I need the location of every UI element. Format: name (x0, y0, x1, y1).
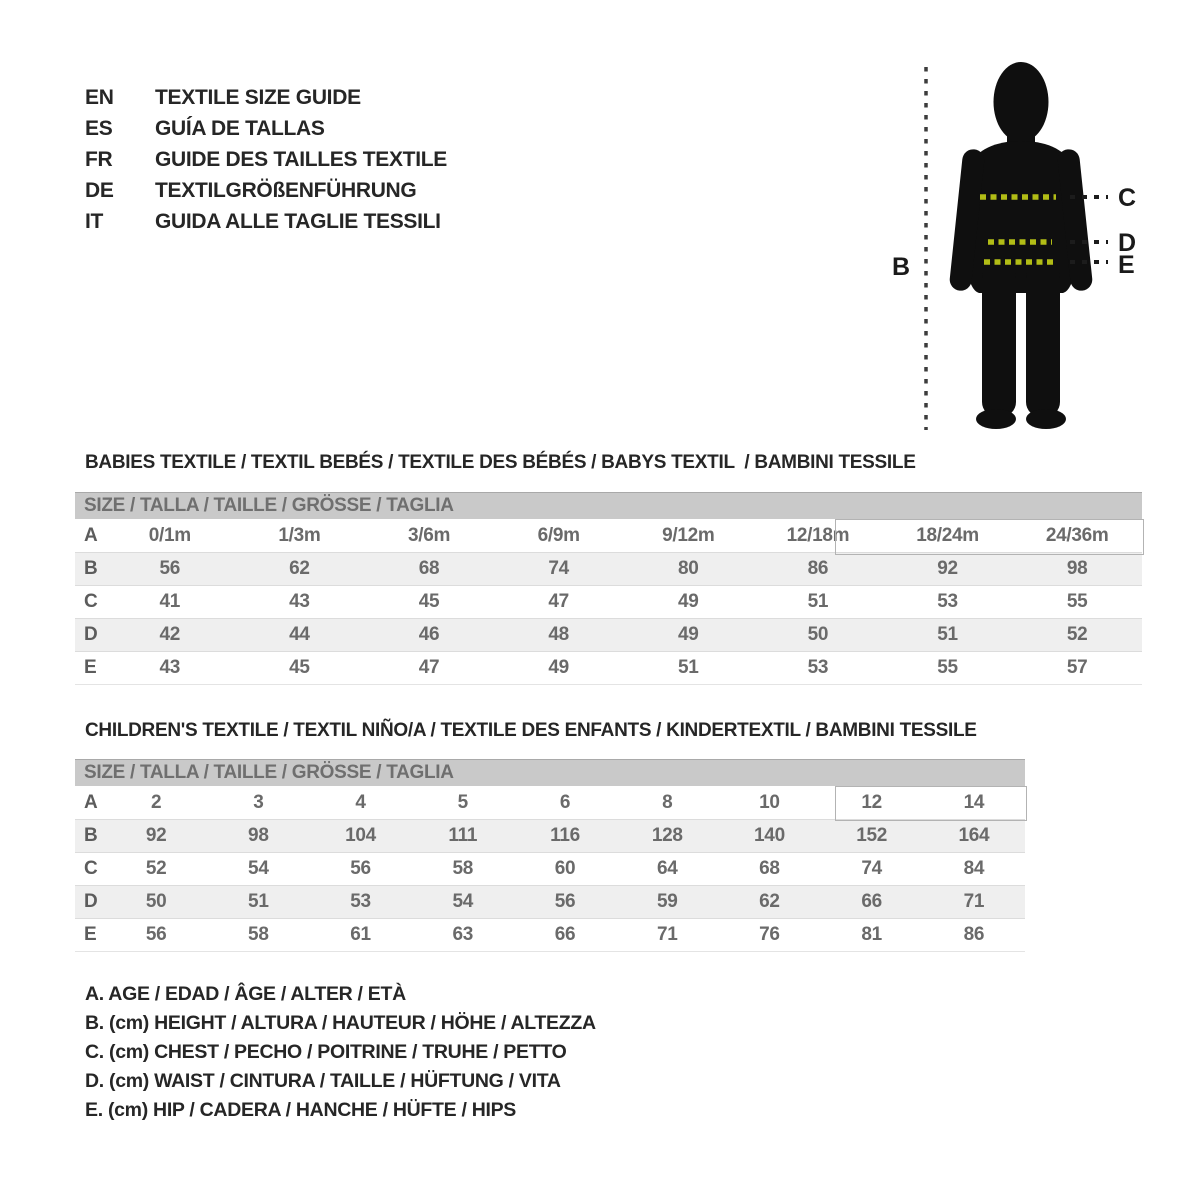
language-code: FR (85, 148, 113, 171)
table-cell: 41 (159, 591, 181, 612)
table-cell: 74 (548, 558, 569, 579)
table-cell: 6/9m (537, 525, 580, 546)
table-cell: 53 (350, 891, 371, 912)
table-cell: 45 (418, 591, 440, 612)
children-size-table (75, 759, 1025, 952)
table-cell: 81 (861, 924, 882, 945)
legend-item: A. AGE / EDAD / ÂGE / ALTER / ETÀ (85, 983, 406, 1005)
table-cell: 58 (248, 924, 269, 945)
table-cell: 43 (289, 591, 310, 612)
table-cell: 116 (550, 825, 580, 846)
table-cell: 42 (159, 624, 181, 645)
table-cell: 61 (350, 924, 371, 945)
row-label: C (84, 591, 98, 612)
table-cell: 54 (248, 858, 269, 879)
table-cell: 64 (656, 858, 678, 879)
language-code: ES (85, 117, 113, 140)
row-label: C (84, 858, 98, 879)
table-cell: 49 (548, 657, 569, 678)
language-code: DE (85, 179, 114, 202)
waist-label: D (1118, 229, 1137, 257)
table-row (75, 820, 1025, 853)
table-cell: 56 (145, 924, 167, 945)
table-cell: 98 (1066, 558, 1088, 579)
table-row (75, 886, 1025, 919)
table-cell: 60 (554, 858, 576, 879)
table-cell: 53 (807, 657, 829, 678)
table-cell: 111 (448, 825, 478, 846)
chest-label: C (1118, 184, 1137, 212)
table-cell: 128 (651, 825, 683, 846)
table-cell: 62 (759, 891, 780, 912)
language-title: GUÍA DE TALLAS (155, 117, 325, 140)
table-cell: 68 (759, 858, 780, 879)
table-cell: 14 (963, 792, 985, 813)
table-cell: 3 (253, 792, 264, 813)
row-label: B (84, 558, 98, 579)
row-label: A (84, 792, 98, 813)
table-cell: 62 (289, 558, 310, 579)
table-cell: 47 (418, 657, 440, 678)
children-table-header: SIZE / TALLA / TAILLE / GRÖSSE / TAGLIA (75, 759, 1025, 786)
legend-item: E. (cm) HIP / CADERA / HANCHE / HÜFTE / HIPS (85, 1099, 517, 1121)
table-cell: 8 (662, 792, 673, 813)
table-cell: 56 (554, 891, 576, 912)
table-cell: 44 (289, 624, 310, 645)
language-code: EN (85, 86, 114, 109)
table-cell: 12 (861, 792, 882, 813)
babies-table-header: SIZE / TALLA / TAILLE / GRÖSSE / TAGLIA (75, 492, 1142, 519)
height-label: B (892, 253, 911, 281)
table-cell: 53 (937, 591, 958, 612)
table-cell: 2 (150, 792, 162, 813)
table-row (75, 619, 1142, 652)
table-cell: 76 (759, 924, 780, 945)
table-cell: 84 (963, 858, 985, 879)
table-cell: 48 (548, 624, 569, 645)
table-cell: 86 (807, 558, 829, 579)
language-row (85, 206, 447, 237)
table-cell: 4 (355, 792, 366, 813)
table-row (75, 787, 1025, 820)
table-cell: 55 (937, 657, 958, 678)
table-cell: 152 (856, 825, 888, 846)
table-cell: 51 (678, 657, 699, 678)
table-row (75, 553, 1142, 586)
table-cell: 51 (937, 624, 958, 645)
babies-section-title: BABIES TEXTILE / TEXTIL BEBÉS / TEXTILE DES BÉBÉS / BABYS TEXTIL / BAMBINI TESSILE (85, 452, 916, 473)
language-title: GUIDE DES TAILLES TEXTILE (155, 148, 447, 171)
table-cell: 66 (861, 891, 882, 912)
children-table-rows (75, 787, 1025, 952)
table-row (75, 919, 1025, 952)
table-cell: 10 (759, 792, 780, 813)
language-title: GUIDA ALLE TAGLIE TESSILI (155, 210, 441, 233)
table-cell: 46 (418, 624, 440, 645)
table-cell: 98 (248, 825, 269, 846)
table-cell: 45 (289, 657, 310, 678)
hip-label: E (1118, 251, 1135, 279)
table-cell: 43 (159, 657, 181, 678)
table-cell: 57 (1066, 657, 1088, 678)
legend-item: D. (cm) WAIST / CINTURA / TAILLE / HÜFTUNG / VITA (85, 1070, 561, 1092)
table-cell: 164 (958, 825, 990, 846)
babies-size-table (75, 492, 1142, 685)
table-cell: 71 (963, 891, 985, 912)
legend-item: C. (cm) CHEST / PECHO / POITRINE / TRUHE / PETTO (85, 1041, 567, 1063)
measurement-legend (85, 980, 596, 1125)
table-cell: 18/24m (916, 525, 979, 546)
language-row (85, 144, 447, 175)
table-cell: 6 (559, 792, 571, 813)
table-cell: 80 (678, 558, 699, 579)
table-cell: 50 (807, 624, 829, 645)
table-cell: 12/18m (786, 525, 850, 546)
row-label: E (84, 924, 97, 945)
table-cell: 92 (937, 558, 958, 579)
table-cell: 49 (678, 624, 699, 645)
table-cell: 56 (350, 858, 371, 879)
table-cell: 1/3m (278, 525, 321, 546)
table-cell: 51 (248, 891, 269, 912)
children-section-title: CHILDREN'S TEXTILE / TEXTIL NIÑO/A / TEXTILE DES ENFANTS / KINDERTEXTIL / BAMBINI TESSILE (85, 720, 977, 741)
language-title: TEXTILGRÖßENFÜHRUNG (155, 179, 417, 202)
table-row (75, 520, 1142, 553)
table-cell: 52 (1066, 624, 1088, 645)
row-label: A (84, 525, 98, 546)
table-cell: 51 (807, 591, 829, 612)
table-cell: 50 (145, 891, 167, 912)
table-cell: 5 (457, 792, 468, 813)
table-cell: 49 (678, 591, 699, 612)
language-title: TEXTILE SIZE GUIDE (155, 86, 361, 109)
table-cell: 56 (159, 558, 181, 579)
table-row (75, 652, 1142, 685)
table-cell: 0/1m (148, 525, 191, 546)
table-cell: 55 (1066, 591, 1088, 612)
language-row (85, 82, 447, 113)
table-cell: 66 (554, 924, 576, 945)
child-silhouette-figure (880, 45, 1160, 435)
table-cell: 59 (656, 891, 678, 912)
table-cell: 74 (861, 858, 882, 879)
table-cell: 54 (452, 891, 474, 912)
row-label: D (84, 891, 98, 912)
table-cell: 86 (963, 924, 985, 945)
legend-item: B. (cm) HEIGHT / ALTURA / HAUTEUR / HÖHE / ALTEZZA (85, 1012, 596, 1034)
table-cell: 52 (145, 858, 167, 879)
silhouette-shape (949, 62, 1094, 429)
language-list (85, 82, 447, 237)
row-label: B (84, 825, 98, 846)
language-row (85, 113, 447, 144)
table-cell: 140 (754, 825, 785, 846)
table-row (75, 586, 1142, 619)
table-cell: 24/36m (1045, 525, 1109, 546)
row-label: E (84, 657, 97, 678)
language-row (85, 175, 447, 206)
table-cell: 58 (452, 858, 474, 879)
table-cell: 3/6m (408, 525, 451, 546)
table-cell: 104 (345, 825, 376, 846)
language-code: IT (85, 210, 104, 233)
table-cell: 71 (656, 924, 678, 945)
row-label: D (84, 624, 98, 645)
table-cell: 63 (452, 924, 474, 945)
table-cell: 47 (548, 591, 569, 612)
table-cell: 68 (418, 558, 440, 579)
table-cell: 92 (145, 825, 167, 846)
table-row (75, 853, 1025, 886)
table-cell: 9/12m (662, 525, 715, 546)
babies-table-rows (75, 520, 1142, 685)
